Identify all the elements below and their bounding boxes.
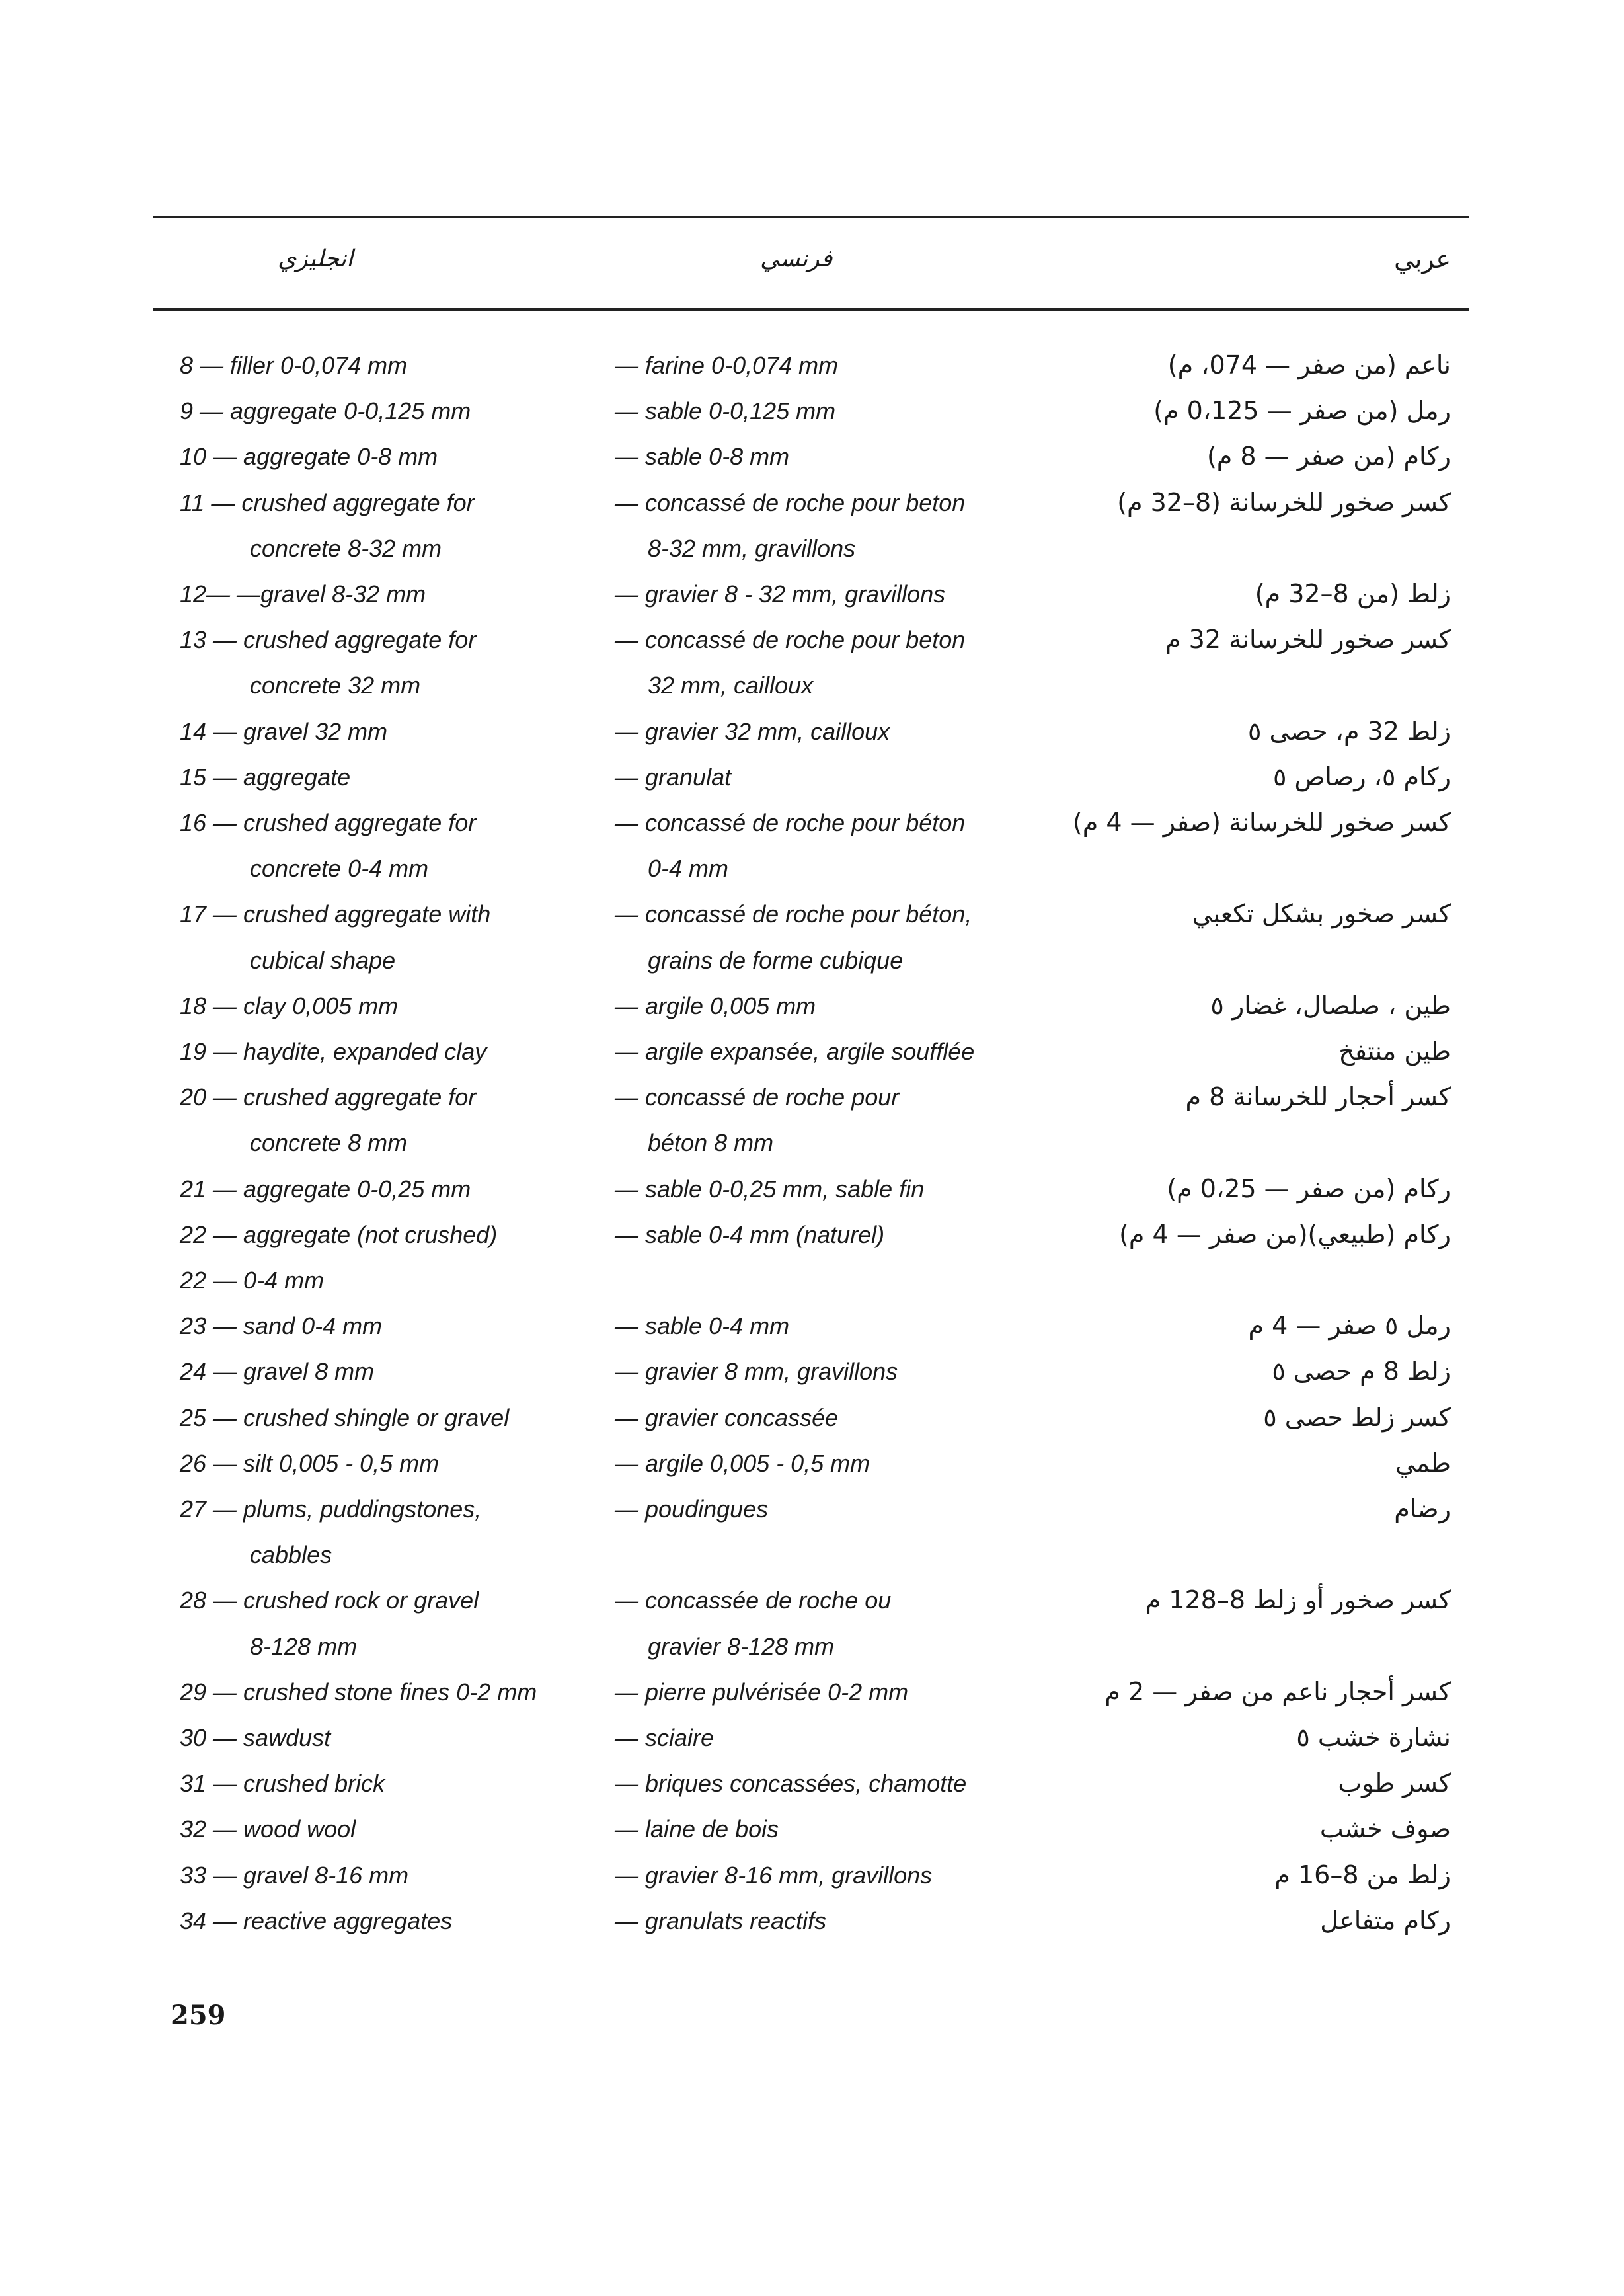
arabic-term: كسر أحجار للخرسانة 8 م (1185, 1082, 1451, 1111)
french-term: — gravier concassée (615, 1404, 839, 1431)
arabic-term: ركام (طبيعي)(من صفر — 4 م) (1119, 1220, 1451, 1249)
table-row (0, 1029, 1624, 1074)
english-term: 21 — aggregate 0-0,25 mm (180, 1175, 471, 1203)
french-term: — concassée de roche ou (615, 1587, 892, 1614)
english-term: 29 — crushed stone fines 0-2 mm (180, 1679, 537, 1706)
table-row (0, 1441, 1624, 1486)
table-row (0, 800, 1624, 846)
english-term: 27 — plums, puddingstones, (180, 1495, 482, 1523)
french-term: — briques concassées, chamotte (615, 1770, 967, 1797)
french-term: — concassé de roche pour (615, 1084, 900, 1111)
arabic-term: ركام ٥، رصاص ٥ (1272, 762, 1451, 791)
english-term: 19 — haydite, expanded clay (180, 1038, 487, 1065)
table-row (0, 1577, 1624, 1623)
table-row (0, 1212, 1624, 1257)
french-term: — granulats reactifs (615, 1907, 827, 1934)
french-term: — concassé de roche pour beton (615, 489, 966, 516)
french-term: — pierre pulvérisée 0-2 mm (615, 1679, 909, 1706)
arabic-term: زلط (من 8–32 م) (1255, 579, 1451, 608)
table-row (0, 1761, 1624, 1806)
arabic-term: رضام (1394, 1494, 1451, 1523)
arabic-term: طمي (1395, 1448, 1451, 1478)
arabic-term: زلط من 8–16 م (1274, 1860, 1451, 1889)
arabic-term: كسر طوب (1338, 1768, 1451, 1798)
arabic-term: كسر صخور للخرسانة 32 م (1165, 625, 1451, 654)
arabic-term: ركام (من صفر — 0،25 م) (1167, 1174, 1451, 1203)
french-term: — farine 0-0,074 mm (615, 352, 839, 379)
french-term: 32 mm, cailloux (648, 672, 814, 699)
english-term: 22 — 0-4 mm (180, 1267, 325, 1294)
french-term: 8-32 mm, gravillons (648, 535, 856, 562)
french-term: — sable 0-4 mm (615, 1312, 790, 1339)
table-row (0, 388, 1624, 434)
header-arabic: عربي (1394, 245, 1451, 274)
arabic-term: كسر أحجار ناعم من صفر — 2 م (1104, 1677, 1451, 1706)
table-row (0, 1120, 1624, 1166)
french-term: gravier 8-128 mm (648, 1633, 835, 1660)
french-term: — laine de bois (615, 1815, 779, 1842)
english-term: 18 — clay 0,005 mm (180, 992, 399, 1019)
table-row (0, 1898, 1624, 1944)
french-term: — gravier 8 - 32 mm, gravillons (615, 580, 946, 608)
table-row (0, 662, 1624, 708)
page-number: 259 (171, 2000, 226, 2031)
table-row (0, 480, 1624, 526)
english-term: 30 — sawdust (180, 1724, 331, 1751)
english-term: 8-128 mm (250, 1633, 358, 1660)
french-term: — sciaire (615, 1724, 715, 1751)
table-row (0, 434, 1624, 479)
english-term: 33 — gravel 8-16 mm (180, 1862, 409, 1889)
french-term: — concassé de roche pour béton, (615, 900, 972, 928)
arabic-term: كسر صخور أو زلط 8–128 م (1145, 1585, 1451, 1614)
table-row (0, 1852, 1624, 1898)
table-row (0, 1669, 1624, 1715)
arabic-term: طين منتفخ (1338, 1037, 1451, 1066)
english-term: 28 — crushed rock or gravel (180, 1587, 479, 1614)
header-french: فرنسي (760, 245, 833, 272)
french-term: — concassé de roche pour beton (615, 626, 966, 653)
arabic-term: ركام (من صفر — 8 م) (1206, 442, 1451, 471)
table-row (0, 1532, 1624, 1577)
english-term: concrete 8 mm (250, 1129, 408, 1156)
table-row (0, 846, 1624, 891)
english-term: 31 — crushed brick (180, 1770, 385, 1797)
english-term: 9 — aggregate 0-0,125 mm (180, 397, 471, 424)
table-row (0, 754, 1624, 800)
english-term: concrete 0-4 mm (250, 855, 429, 882)
arabic-term: رمل (من صفر — 0،125 م) (1153, 396, 1451, 425)
french-term: — concassé de roche pour béton (615, 809, 966, 836)
table-row (0, 526, 1624, 571)
french-term: 0-4 mm (648, 855, 729, 882)
header-english: انجليزي (278, 245, 354, 272)
french-term: — gravier 32 mm, cailloux (615, 718, 890, 745)
top-rule (153, 216, 1469, 218)
arabic-term: رمل ٥ صفر — 4 م (1248, 1311, 1451, 1340)
english-term: 17 — crushed aggregate with (180, 900, 491, 928)
french-term: — argile expansée, argile soufflée (615, 1038, 975, 1065)
english-term: 26 — silt 0,005 - 0,5 mm (180, 1450, 440, 1477)
arabic-term: ركام متفاعل (1320, 1906, 1451, 1935)
english-term: 13 — crushed aggregate for (180, 626, 477, 653)
table-row (0, 1303, 1624, 1349)
english-term: 15 — aggregate (180, 764, 351, 791)
english-term: cubical shape (250, 947, 396, 974)
table-row (0, 1395, 1624, 1441)
arabic-term: كسر صخور للخرسانة (8–32 م) (1117, 488, 1451, 517)
english-term: 14 — gravel 32 mm (180, 718, 388, 745)
english-term: 25 — crushed shingle or gravel (180, 1404, 510, 1431)
table-row (0, 1349, 1624, 1394)
english-term: 34 — reactive aggregates (180, 1907, 453, 1934)
arabic-term: نشارة خشب ٥ (1296, 1723, 1451, 1752)
header-rule (153, 308, 1469, 311)
french-term: — sable 0-4 mm (naturel) (615, 1221, 885, 1248)
table-row (0, 1166, 1624, 1212)
arabic-term: كسر صخور بشكل تكعبي (1192, 899, 1451, 928)
arabic-term: زلط 8 م حصى ٥ (1272, 1357, 1451, 1386)
arabic-term: طين ، صلصال، غضار ٥ (1210, 991, 1451, 1020)
table-row (0, 1715, 1624, 1761)
table-row (0, 983, 1624, 1029)
english-term: concrete 8-32 mm (250, 535, 442, 562)
french-term: — sable 0-8 mm (615, 443, 790, 470)
french-term: béton 8 mm (648, 1129, 774, 1156)
english-term: 16 — crushed aggregate for (180, 809, 477, 836)
table-row (0, 891, 1624, 937)
table-row (0, 571, 1624, 617)
english-term: cabbles (250, 1541, 332, 1568)
arabic-term: ناعم (من صفر — 074، م) (1167, 350, 1451, 379)
arabic-term: زلط 32 م، حصى ٥ (1247, 717, 1451, 746)
english-term: 12— —gravel 8-32 mm (180, 580, 426, 608)
table-row (0, 1624, 1624, 1669)
arabic-term: صوف خشب (1319, 1814, 1451, 1843)
english-term: 23 — sand 0-4 mm (180, 1312, 383, 1339)
table-row (0, 1486, 1624, 1532)
french-term: — sable 0-0,25 mm, sable fin (615, 1175, 925, 1203)
english-term: 22 — aggregate (not crushed) (180, 1221, 498, 1248)
french-term: — sable 0-0,125 mm (615, 397, 836, 424)
english-term: 32 — wood wool (180, 1815, 356, 1842)
french-term: — argile 0,005 - 0,5 mm (615, 1450, 870, 1477)
english-term: 8 — filler 0-0,074 mm (180, 352, 408, 379)
table-row (0, 1257, 1624, 1303)
french-term: — gravier 8-16 mm, gravillons (615, 1862, 933, 1889)
table-row (0, 342, 1624, 388)
english-term: 10 — aggregate 0-8 mm (180, 443, 438, 470)
table-row (0, 709, 1624, 754)
french-term: — granulat (615, 764, 732, 791)
english-term: 11 — crushed aggregate for (180, 489, 475, 516)
table-row (0, 617, 1624, 662)
french-term: — argile 0,005 mm (615, 992, 816, 1019)
table-row (0, 1806, 1624, 1852)
english-term: concrete 32 mm (250, 672, 421, 699)
english-term: 24 — gravel 8 mm (180, 1358, 375, 1385)
arabic-term: كسر صخور للخرسانة (صفر — 4 م) (1072, 808, 1451, 837)
french-term: — gravier 8 mm, gravillons (615, 1358, 898, 1385)
table-row (0, 1074, 1624, 1120)
french-term: grains de forme cubique (648, 947, 904, 974)
arabic-term: كسر زلط حصى ٥ (1263, 1403, 1451, 1432)
french-term: — poudingues (615, 1495, 769, 1523)
table-row (0, 937, 1624, 983)
english-term: 20 — crushed aggregate for (180, 1084, 477, 1111)
